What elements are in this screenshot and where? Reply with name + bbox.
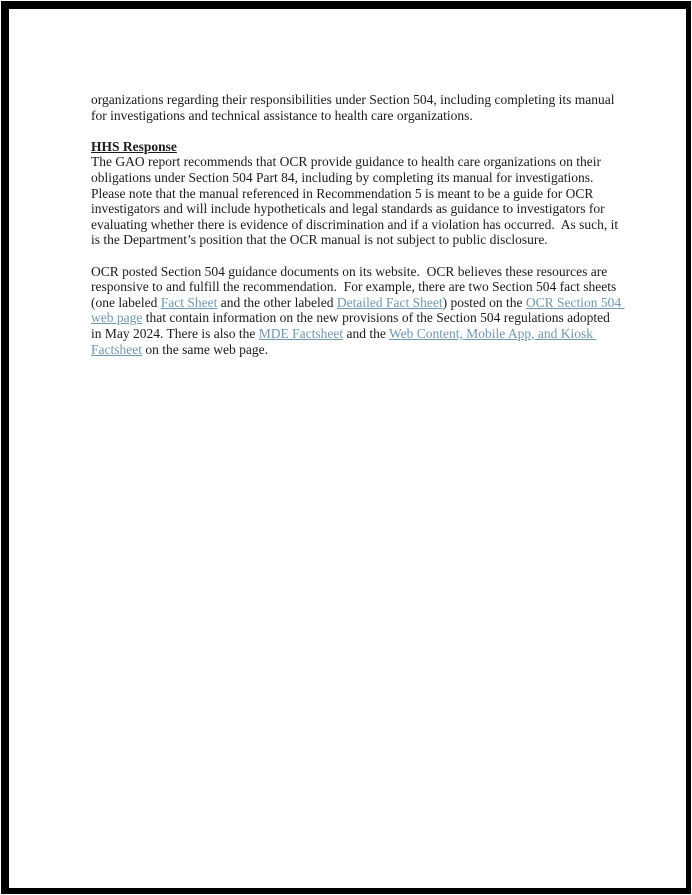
page-content — [91, 92, 623, 357]
guidance-paragraph — [91, 264, 623, 358]
guidance-text-segment: and the other labeled — [217, 294, 337, 310]
guidance-text-segment: OCR posted Section 504 guidance documents on its website. OCR believes these resources are responsive to and fulfill the recommendation. For example, there are two Section 504 fact sheets (one labeled — [91, 263, 620, 310]
fact-sheet-link[interactable]: Fact Sheet — [160, 294, 218, 310]
guidance-text-segment: and the — [343, 325, 389, 341]
guidance-text-segment: that contain information on the new provisions of the Section 504 regulations adopted in May 2024. There is also the — [91, 310, 614, 341]
detailed-fact-sheet-link[interactable]: Detailed Fact Sheet — [336, 294, 443, 310]
guidance-text-segment: on the same web page. — [141, 341, 268, 357]
paragraph-continuation: organizations regarding their responsibilities under Section 504, including completing its manual for investigations and technical assistance to health care organizations. — [91, 92, 618, 123]
mde-factsheet-link[interactable]: MDE Factsheet — [258, 325, 344, 341]
web-content-mobile-app-kiosk-factsheet-link[interactable]: Web Content, Mobile App, and Kiosk Factsheet — [91, 325, 597, 357]
guidance-text-segment: ) posted on the — [442, 294, 526, 310]
ocr-section-504-web-page-link[interactable]: OCR Section 504 web page — [91, 294, 625, 326]
hhs-response-heading: HHS Response — [91, 138, 177, 154]
gao-response-paragraph: The GAO report recommends that OCR provide guidance to health care organizations on their obligations under Section 504 Part 84, including by completing its manual for investigations. Please note that the manual referenced in Recommendation 5 is meant to be a guide for OCR investigators and will include hypotheticals and legal standards as guidance to investigators for evaluating whether there is evidence of discrimination and if a violation has occurred. As such, it is the Department’s position that the OCR manual is not subject to public disclosure. — [91, 154, 622, 248]
page-border — [1, 1, 691, 894]
